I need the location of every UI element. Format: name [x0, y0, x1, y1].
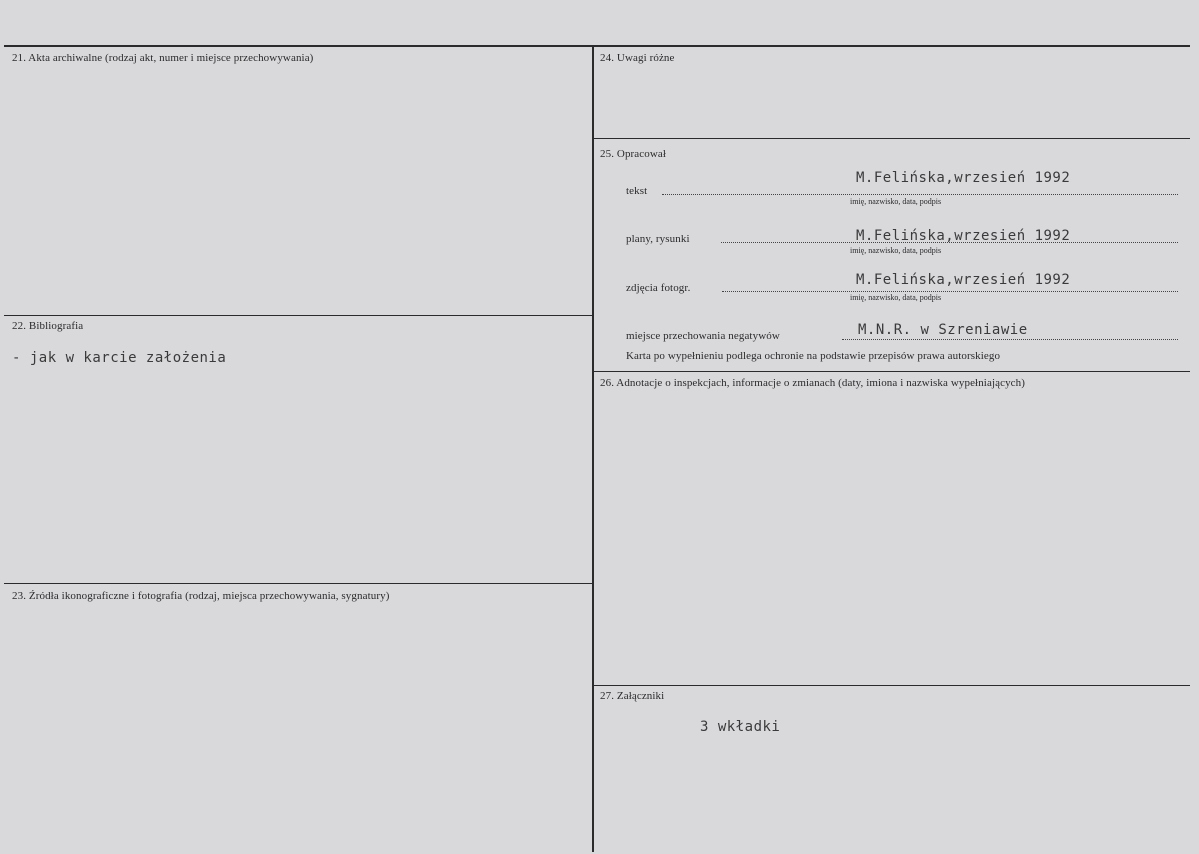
negatives-line: [842, 339, 1178, 340]
section-24-label: 24. Uwagi różne: [600, 52, 675, 64]
top-rule: [4, 45, 1190, 47]
section-21-label: 21. Akta archiwalne (rodzaj akt, numer i miejsce przechowywania): [12, 52, 314, 64]
center-divider: [592, 46, 594, 852]
section-22-label: 22. Bibliografia: [12, 320, 84, 332]
author-photos-value: M.Felińska,wrzesień 1992: [856, 272, 1071, 288]
copyright-note: Karta po wypełnieniu podlega ochronie na podstawie przepisów prawa autorskiego: [626, 350, 1001, 362]
section-27-label: 27. Załączniki: [600, 690, 665, 702]
author-drawings-hint: imię, nazwisko, data, podpis: [850, 246, 942, 255]
author-text-hint: imię, nazwisko, data, podpis: [850, 197, 942, 206]
bibliography-value: - jak w karcie założenia: [12, 350, 227, 366]
negatives-value: M.N.R. w Szreniawie: [858, 322, 1028, 338]
author-text-value: M.Felińska,wrzesień 1992: [856, 170, 1071, 186]
author-text-line: [662, 194, 1178, 195]
author-photos-line: [722, 291, 1178, 292]
rule-right-25: [594, 138, 1190, 139]
rule-left-22: [4, 315, 592, 316]
rule-left-23: [4, 583, 592, 584]
author-text-label: tekst: [626, 185, 648, 197]
negatives-label: miejsce przechowania negatywów: [626, 330, 780, 342]
section-23-label: 23. Źródła ikonograficzne i fotografia (rodzaj, miejsca przechowywania, sygnatury): [12, 590, 390, 602]
attachments-value: 3 wkładki: [700, 719, 781, 735]
author-drawings-label: plany, rysunki: [626, 233, 690, 245]
rule-right-26: [594, 371, 1190, 372]
section-25-label: 25. Opracował: [600, 148, 667, 160]
section-26-label: 26. Adnotacje o inspekcjach, informacje o zmianach (daty, imiona i nazwiska wypełniających): [600, 377, 1026, 389]
author-photos-hint: imię, nazwisko, data, podpis: [850, 293, 942, 302]
author-drawings-value: M.Felińska,wrzesień 1992: [856, 228, 1071, 244]
rule-right-27: [594, 685, 1190, 686]
author-photos-label: zdjęcia fotogr.: [626, 282, 691, 294]
